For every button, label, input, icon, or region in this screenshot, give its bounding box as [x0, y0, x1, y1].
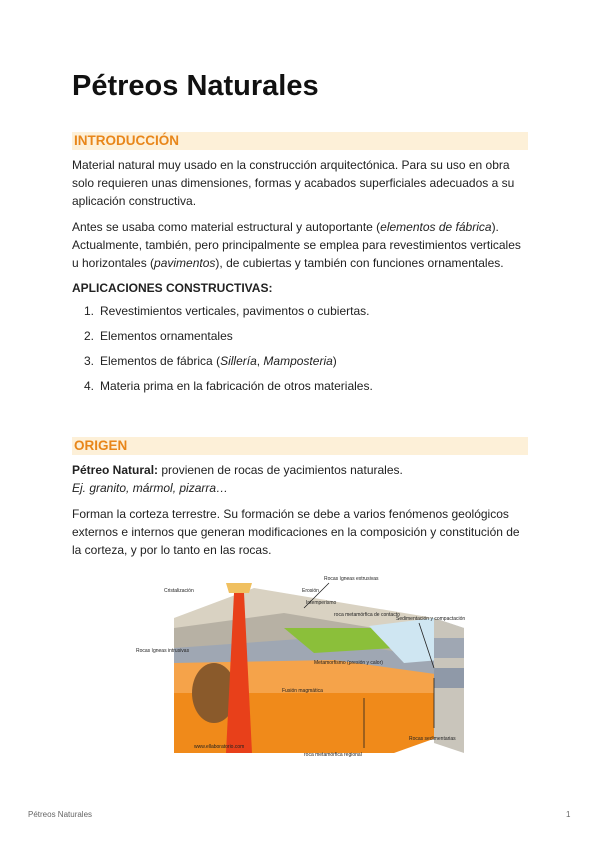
label-metamorfismo: Metamorfismo (presión y calor)	[314, 660, 383, 666]
applications-list	[72, 303, 528, 403]
label-rocas-sedimentarias: Rocas sedimentarias	[409, 736, 456, 742]
label-rocas-igneas-extrusivas: Rocas ígneas extrusivas	[324, 576, 379, 582]
label-roca-metamorfica-regional: roca metamórfica regional	[304, 752, 362, 758]
list-item: 1. Revestimientos verticales, pavimentos o cubiertas.	[83, 304, 370, 318]
intro-paragraph-1: Material natural muy usado en la construcción arquitectónica. Para su uso en obra solo requieren unas dimensiones, formas y acabados superficiales adecuados a su aplicación constructiva.	[72, 158, 515, 208]
label-intemperismo: Intemperismo	[306, 600, 337, 606]
list-item: 4. Materia prima en la fabricación de otros materiales.	[83, 379, 373, 393]
volcano-top	[226, 583, 252, 593]
section-heading-origen: ORIGEN	[72, 437, 528, 455]
applications-heading: APLICACIONES CONSTRUCTIVAS:	[72, 281, 273, 295]
list-item: 3. Elementos de fábrica (Sillería, Mamposteria)	[83, 354, 337, 368]
list-item: 2. Elementos ornamentales	[83, 329, 233, 343]
origen-definition: Pétreo Natural: provienen de rocas de yacimientos naturales. Ej. granito, mármol, pizarra…	[72, 463, 403, 495]
label-rocas-igneas-intrusivas: Rocas ígneas intrusivas	[136, 648, 190, 654]
footer-page-number: 1	[566, 810, 571, 819]
section-heading-introduccion: INTRODUCCIÓN	[72, 132, 528, 150]
label-cristalizacion: Cristalización	[164, 588, 194, 594]
label-watermark: www.ellaboratorio.com	[194, 744, 245, 750]
block-side-layer	[434, 638, 464, 658]
intro-paragraph-2: Antes se usaba como material estructural y autoportante (elementos de fábrica). Actualmente, también, pero principalmente se emplea para revestimientos verticales u horizontales (pavimentos), de cubiertas y también con funciones ornamentales.	[72, 220, 521, 270]
footer-title: Pétreos Naturales	[28, 810, 93, 819]
origen-paragraph: Forman la corteza terrestre. Su formación se debe a varios fenómenos geológicos externos e internos que generan modificaciones en la composición y constitución de la corteza, y por lo tanto en las rocas.	[72, 507, 520, 557]
rock-cycle-illustration	[134, 568, 474, 758]
block-side-layer	[434, 668, 464, 688]
label-erosion: Erosión	[302, 588, 319, 594]
label-roca-metamorfica-contacto: roca metamórfica de contacto	[334, 612, 400, 618]
label-fusion-magmatica: Fusión magmática	[282, 688, 323, 694]
page-title: Pétreos Naturales	[72, 70, 319, 102]
label-sedimentacion: Sedimentación y compactación	[396, 616, 466, 622]
